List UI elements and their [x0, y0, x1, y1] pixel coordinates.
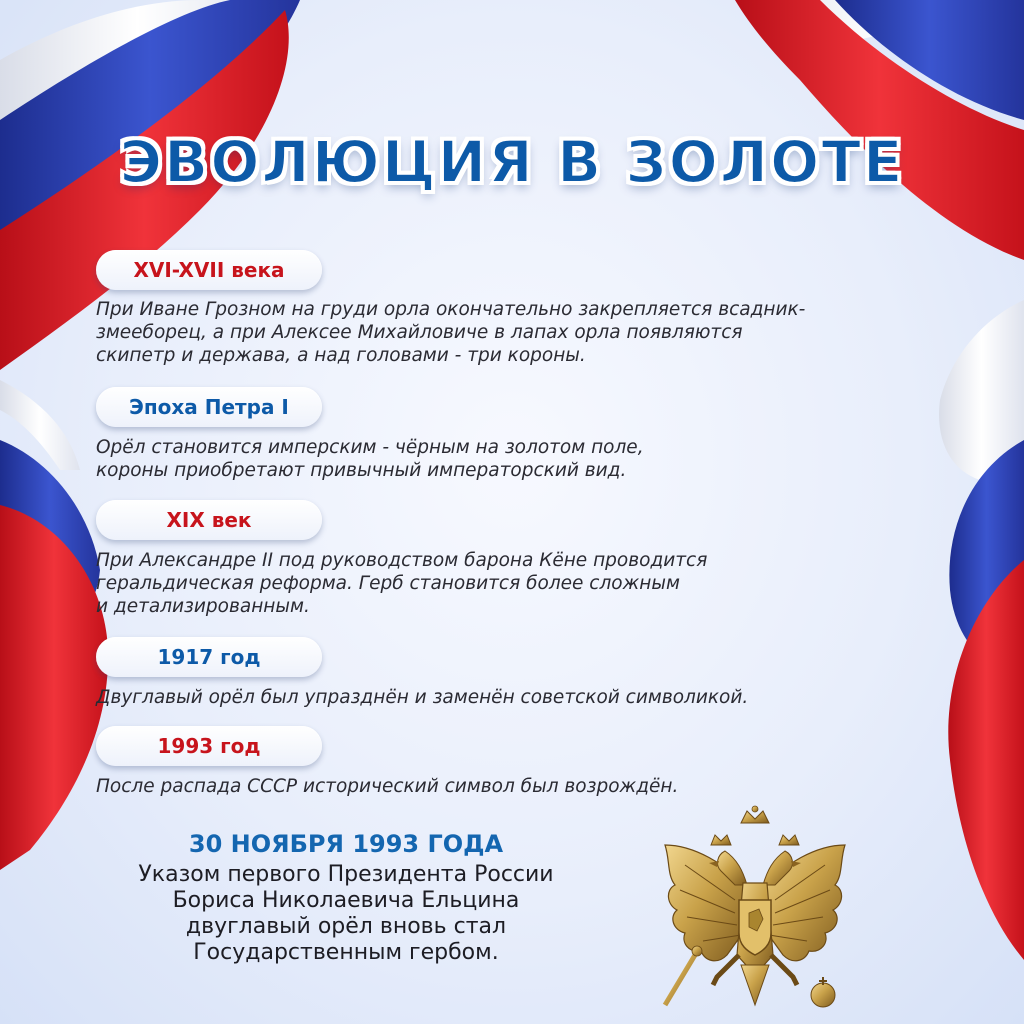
period-badge-1993: 1993 год	[96, 726, 322, 766]
decree-date: 30 НОЯБРЯ 1993 ГОДА	[188, 830, 504, 858]
ribbon-right-middle	[939, 300, 1024, 960]
period-description: После распада СССР исторический символ был возрождён.	[96, 776, 679, 797]
period-badge-1917: 1917 год	[96, 637, 322, 677]
period-badge-16-17: XVI-XVII века	[96, 250, 322, 290]
period-description: При Иване Грозном на груди орла окончательно закрепляется всадник- змееборец, а при Алексее Михайловиче в лапах орла появляются скипетр и держава, а над головами - три короны.	[96, 299, 806, 366]
ribbon-left-middle	[0, 380, 108, 870]
period-description: При Александре II под руководством барона Кёне проводится геральдическая реформа. Герб становится более сложным и детализированным.	[96, 550, 708, 617]
decree-text: Указом первого Президента России Бориса Николаевича Ельцина двуглавый орёл вновь стал Государственным гербом.	[138, 862, 554, 965]
period-description: Орёл становится имперским - чёрным на золотом поле, короны приобретают привычный императорский вид.	[96, 437, 644, 481]
period-badge-peter: Эпоха Петра I	[96, 387, 322, 427]
double-headed-eagle-icon	[655, 805, 855, 1015]
page-title: ЭВОЛЮЦИЯ В ЗОЛОТЕ	[119, 128, 905, 196]
period-description: Двуглавый орёл был упразднён и заменён советской символикой.	[96, 687, 749, 708]
period-badge-19: XIX век	[96, 500, 322, 540]
